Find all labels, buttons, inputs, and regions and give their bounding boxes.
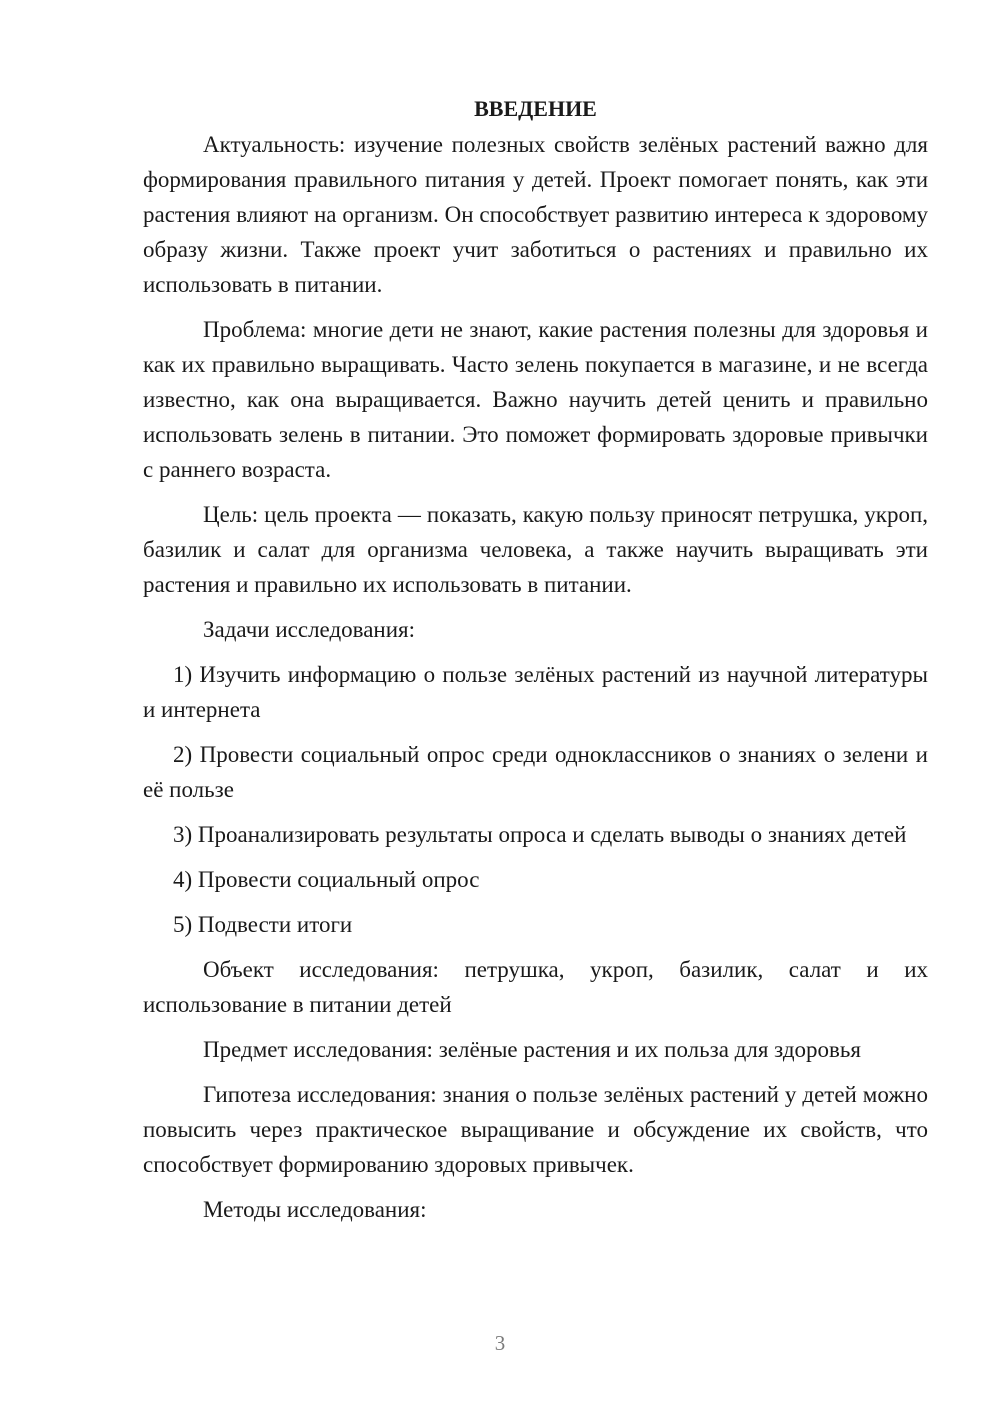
paragraph-goal: Цель: цель проекта — показать, какую пользу приносят петрушка, укроп, базилик и салат для организма человека, а также научить выращивать эти растения и правильно их использовать в питании. (143, 502, 928, 597)
paragraph-relevance: Актуальность: изучение полезных свойств зелёных растений важно для формирования правильного питания у детей. Проект помогает понять, как эти растения влияют на организм. Он способствует развитию интереса к здоровому образу жизни. Также проект учит заботиться о растениях и правильно их использовать в питании. (143, 132, 928, 297)
task-item-1: 1) Изучить информацию о пользе зелёных растений из научной литературы и интернета (143, 662, 928, 722)
paragraph-object: Объект исследования: петрушка, укроп, базилик, салат и их использование в питании детей (143, 957, 928, 1017)
task-item-2: 2) Провести социальный опрос среди одноклассников о знаниях о зелени и её пользе (143, 742, 928, 802)
paragraph-hypothesis: Гипотеза исследования: знания о пользе зелёных растений у детей можно повысить через практическое выращивание и обсуждение их свойств, что способствует формированию здоровых привычек. (143, 1082, 928, 1177)
methods-heading: Методы исследования: (203, 1197, 427, 1222)
document-page (143, 92, 928, 1227)
paragraph-subject: Предмет исследования: зелёные растения и их польза для здоровья (203, 1037, 861, 1062)
task-item-3: 3) Проанализировать результаты опроса и сделать выводы о знаниях детей (173, 822, 907, 847)
tasks-heading: Задачи исследования: (203, 617, 416, 642)
page-number: 3 (494, 1331, 506, 1355)
task-item-4: 4) Провести социальный опрос (173, 867, 480, 892)
task-item-5: 5) Подвести итоги (173, 912, 353, 937)
page-title: ВВЕДЕНИЕ (474, 96, 597, 121)
paragraph-problem: Проблема: многие дети не знают, какие растения полезны для здоровья и как их правильно выращивать. Часто зелень покупается в магазине, и не всегда известно, как она выращивается. Важно научить детей ценить и правильно использовать зелень в питании. Это поможет формировать здоровые привычки с раннего возраста. (143, 317, 928, 482)
